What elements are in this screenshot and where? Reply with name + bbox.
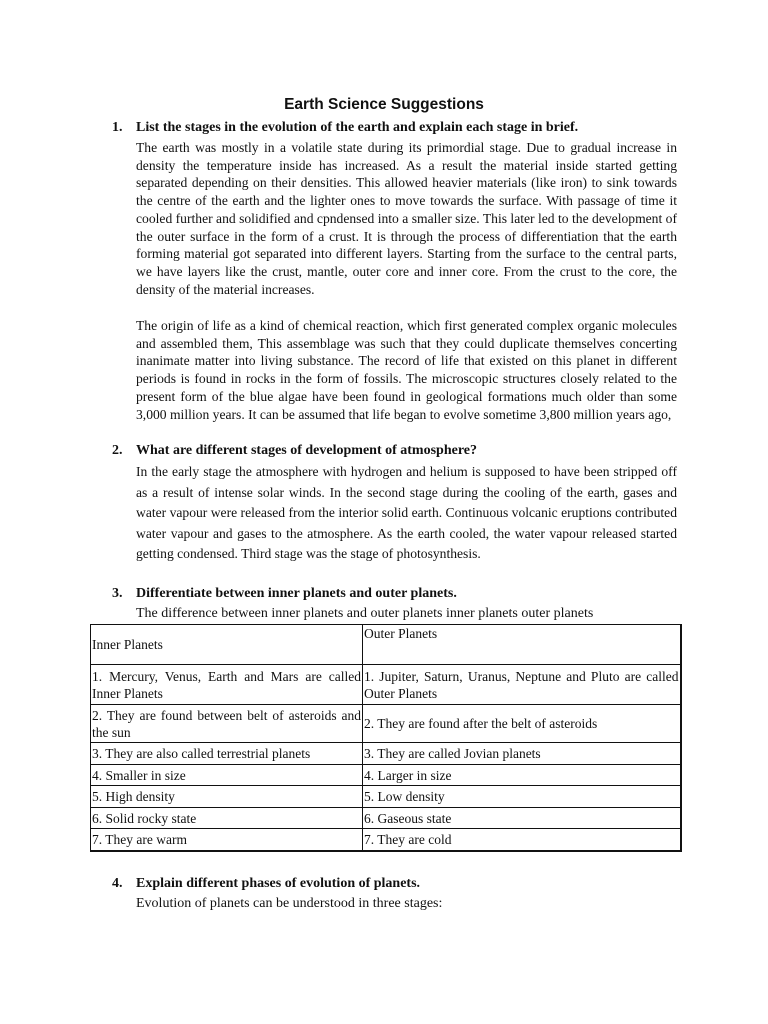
answer-4-intro: Evolution of planets can be understood in three stages: (136, 896, 443, 911)
table-row (91, 665, 681, 705)
table-cell-outer: 4. Larger in size (363, 765, 681, 786)
table-row (91, 786, 681, 808)
question-4 (112, 876, 420, 892)
table-header-row (91, 625, 681, 665)
table-row (91, 829, 681, 851)
table-row (91, 808, 681, 829)
table-cell-inner: 6. Solid rocky state (91, 808, 363, 829)
question-1 (112, 120, 578, 136)
answer-1-paragraph-2: The origin of life as a kind of chemical reaction, which first generated complex organic molecules and assembled them, This assemblage was such that they could duplicate themselves concerting inanimate matter into living substance. The record of life that existed on this planet in different periods is found in rocks in the form of fossils. The microscopic structures closely related to the present form of the blue algae have been found in geological formations much older than some 3,000 million years. It can be assumed that life began to evolve sometime 3,800 million years ago, (136, 318, 677, 422)
table-cell-outer: 3. They are called Jovian planets (363, 743, 681, 765)
question-2-text: What are different stages of development of atmosphere? (136, 443, 478, 458)
question-3-text: Differentiate between inner planets and outer planets. (136, 586, 457, 601)
table-cell-outer: 6. Gaseous state (363, 808, 681, 829)
question-3 (112, 586, 457, 602)
table-cell-outer: 2. They are found after the belt of asteroids (363, 705, 681, 743)
answer-3-intro: The difference between inner planets and outer planets inner planets outer planets (136, 606, 594, 621)
question-4-text: Explain different phases of evolution of planets. (136, 876, 421, 891)
table-row (91, 743, 681, 765)
table-cell-outer: 1. Jupiter, Saturn, Uranus, Neptune and Pluto are called Outer Planets (363, 665, 681, 705)
table-cell-inner: 5. High density (91, 786, 363, 808)
table-header-outer: Outer Planets (363, 625, 681, 665)
question-3-number: 3. (112, 586, 123, 601)
question-4-number: 4. (112, 876, 123, 891)
answer-1-paragraph-1: The earth was mostly in a volatile state during its primordial stage. Due to gradual increase in density the temperature inside has increased. As a result the material inside started getting separated depending on their densities. This allowed heavier materials (like iron) to sink towards the centre of the earth and the lighter ones to move towards the surface. With passage of time it cooled further and solidified and cpndensed into a smaller size. This later led to the development of the outer surface in the form of a crust. It is through the process of differentiation that the earth forming material got separated into different layers. Starting from the surface to the central parts, we have layers like the crust, mantle, outer core and inner core. From the crust to the core, the density of the material increases. (136, 140, 677, 297)
page-title: Earth Science Suggestions (284, 96, 484, 113)
table-cell-inner: 7. They are warm (91, 829, 363, 851)
question-2-number: 2. (112, 443, 123, 458)
table-header-inner: Inner Planets (91, 625, 363, 665)
table-cell-outer: 5. Low density (363, 786, 681, 808)
question-1-text: List the stages in the evolution of the earth and explain each stage in brief. (136, 120, 579, 135)
table-cell-inner: 1. Mercury, Venus, Earth and Mars are called Inner Planets (91, 665, 363, 705)
table-row (91, 705, 681, 743)
table-cell-inner: 2. They are found between belt of asteroids and the sun (91, 705, 363, 743)
question-1-number: 1. (112, 120, 123, 135)
table-cell-inner: 3. They are also called terrestrial planets (91, 743, 363, 765)
table-row (91, 765, 681, 786)
question-2 (112, 443, 477, 459)
answer-2-paragraph: In the early stage the atmosphere with hydrogen and helium is supposed to have been stripped off as a result of intense solar winds. In the second stage during the cooling of the earth, gases and water vapour were released from the interior solid earth. Continuous volcanic eruptions contributed water vapour and gases to the atmosphere. As the earth cooled, the water vapour released started getting condensed. Third stage was the stage of photosynthesis. (136, 464, 677, 562)
table-cell-outer: 7. They are cold (363, 829, 681, 851)
comparison-table (90, 624, 682, 852)
table-cell-inner: 4. Smaller in size (91, 765, 363, 786)
